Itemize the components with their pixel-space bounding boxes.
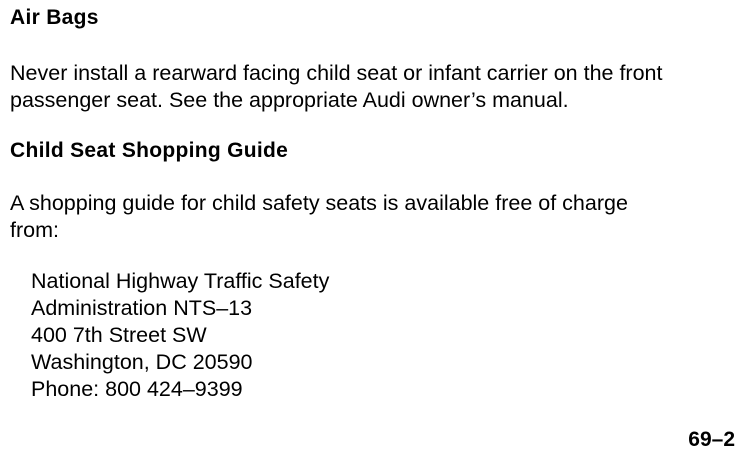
shopping-guide-line-1: A shopping guide for child safety seats is available free of charge xyxy=(10,191,628,215)
address-phone: Phone: 800 424–9399 xyxy=(31,377,243,401)
air-bags-line-1: Never install a rearward facing child seat or infant carrier on the front xyxy=(10,61,663,85)
page-number: 69–2 xyxy=(688,428,735,451)
mailing-address-block xyxy=(31,268,329,403)
address-street: 400 7th Street SW xyxy=(31,323,207,347)
heading-child-seat-shopping-guide: Child Seat Shopping Guide xyxy=(10,139,289,162)
address-organization-line-2: Administration NTS–13 xyxy=(31,296,253,320)
air-bags-line-2: passenger seat. See the appropriate Audi owner’s manual. xyxy=(10,88,569,112)
address-organization-line-1: National Highway Traffic Safety xyxy=(31,269,330,293)
shopping-guide-line-2: from: xyxy=(10,218,59,242)
air-bags-paragraph xyxy=(10,60,738,114)
shopping-guide-paragraph xyxy=(10,190,738,244)
address-city-state-zip: Washington, DC 20590 xyxy=(31,350,253,374)
heading-air-bags: Air Bags xyxy=(10,6,99,29)
